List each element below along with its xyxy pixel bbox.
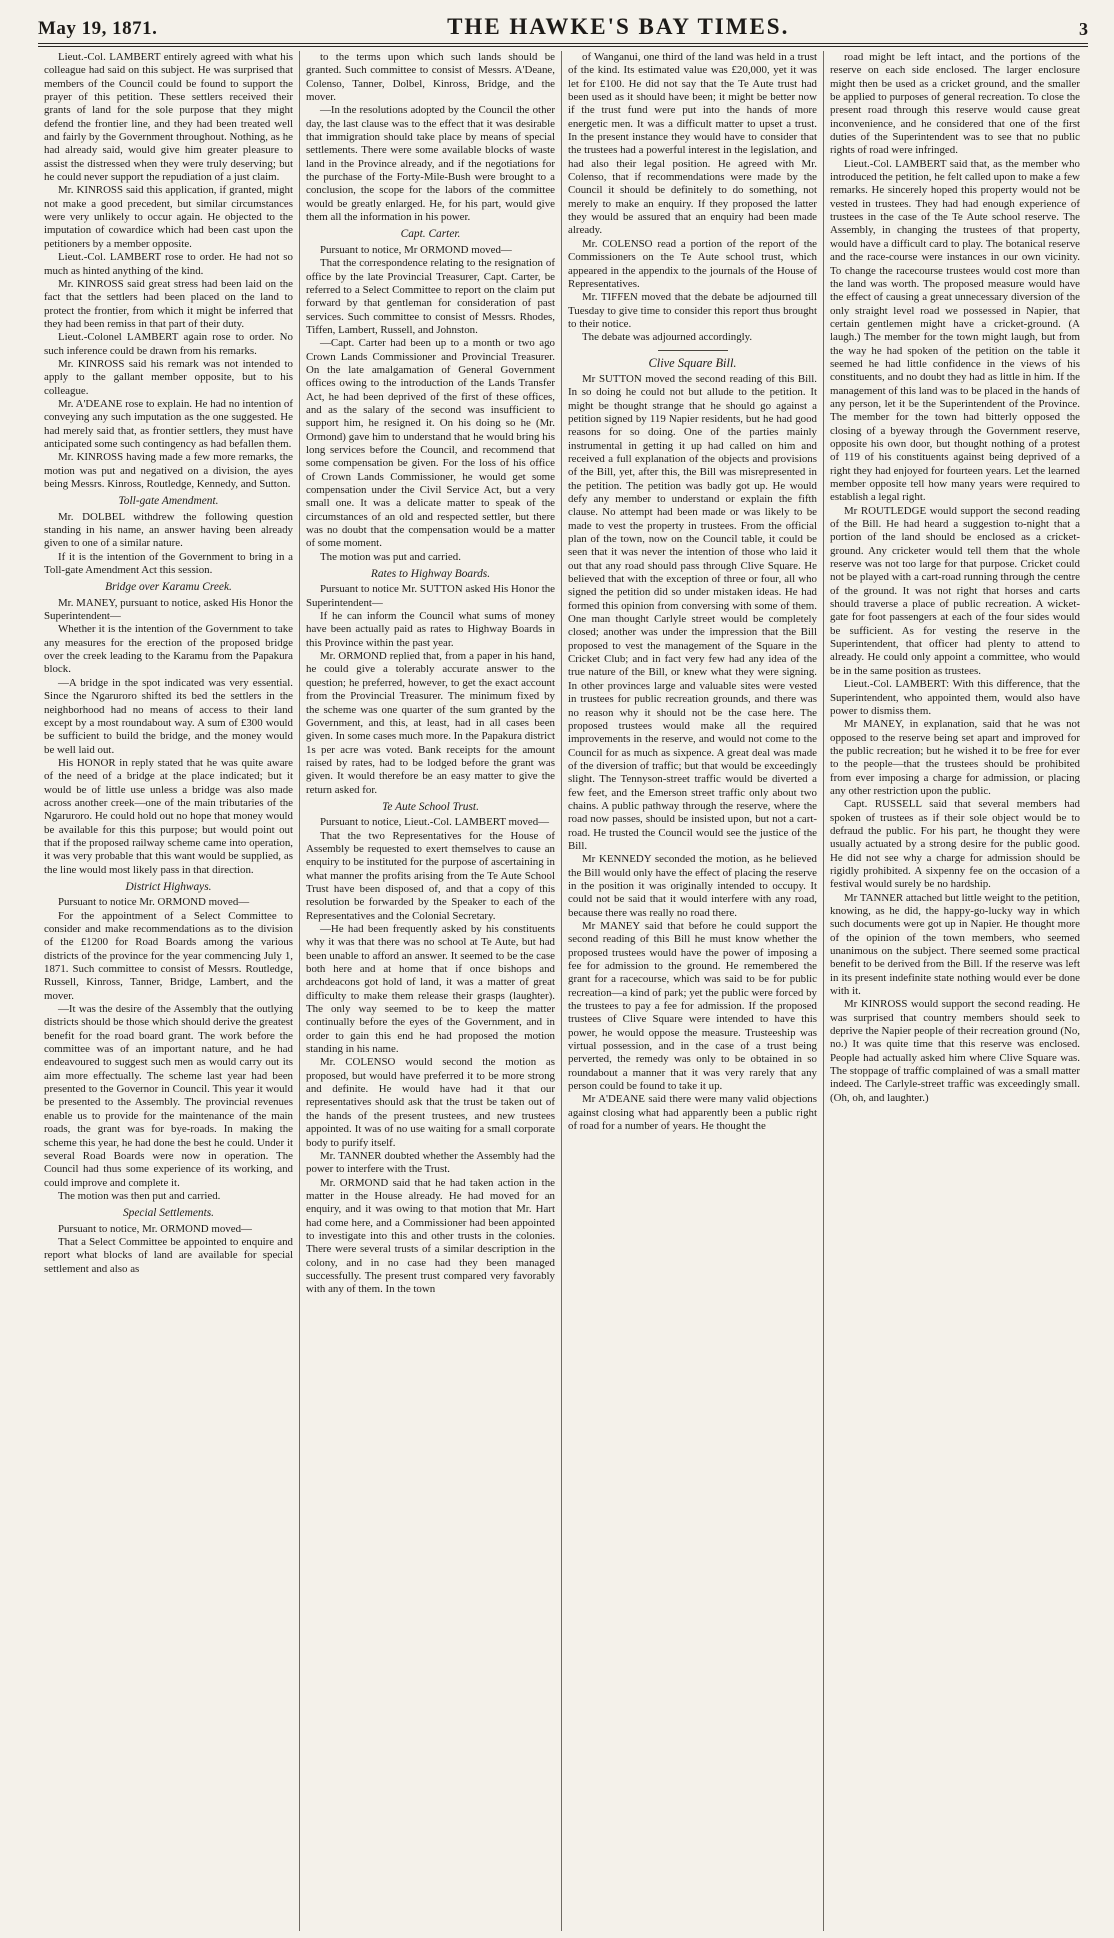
- article-paragraph: For the appointment of a Select Committee to consider and make recommendations as to the division of the £1200 for Road Boards among the various districts of the province for the year commencing July 1, 1871. Such committee to consist of Messrs. Routledge, Russell, Kinross, Tanner, Bridge, Lambert, and the mover.: [44, 909, 293, 1002]
- article-paragraph: —It was the desire of the Assembly that the outlying districts should be those which should derive the greatest benefit for the road board grant. The work before the committee was of an important nature, and he had endeavoured to suggest such men as would carry out its aim more effectually. The scheme last year had been presented to the Governor in Council. This year it would be presented to the Assembly. The provincial revenues enable us to provide for the maintenance of the main roads, the grant was for bye-roads. In making the scheme this year, he had done the best he could. Under it several Road Boards were now in operation. The Council had thus some experience of its working, and could improve and complete it.: [44, 1003, 293, 1189]
- article-paragraph: Mr. COLENSO would second the motion as proposed, but would have preferred it to be more strong and definite. He would have had it that our representatives should ask that the trust be taken out of the hands of the present trustees, and new trustees appointed. It was of no use waiting for a small corporate body to purify itself.: [306, 1056, 555, 1149]
- section-heading: Toll-gate Amendment.: [118, 495, 219, 508]
- article-paragraph: Mr. KINROSS said his remark was not intended to apply to the gallant member opposite, but to his colleague.: [44, 357, 293, 397]
- section-heading: Clive Square Bill.: [648, 355, 737, 370]
- article-paragraph: Pursuant to notice Mr. SUTTON asked His Honor the Superintendent—: [306, 583, 555, 609]
- article-paragraph: Mr MANEY said that before he could support the second reading of this Bill he must know whether the proposed trustees would have the power of imposing a fee for admission to the ground. He remembered the grant for a racecourse, which was said to be for public recreation—a kind of park; yet the public were forced by the trustees to pay a fee for admission. If the proposed trustees of Clive Square were intended to have this power, he would oppose the measure. Trusteeship was virtual possession, and in the case of a trust being perverted, the remedy was only to be obtained in so roundabout a manner that it was very rarely that any person could be found to take it up.: [568, 920, 817, 1093]
- article-paragraph: Mr KENNEDY seconded the motion, as he believed the Bill would only have the effect of placing the reserve in the position it was originally intended to occupy. It could not be said that it would interfere with any road, because there was really no road there.: [568, 853, 817, 919]
- column-4: [824, 51, 1086, 1931]
- section-heading: Te Aute School Trust.: [382, 800, 479, 813]
- section-heading: Rates to Highway Boards.: [370, 568, 491, 581]
- section-heading: Special Settlements.: [122, 1207, 215, 1220]
- article-paragraph: Whether it is the intention of the Government to take any measures for the erection of the proposed bridge over the creek leading to the Karamu from the Papakura block.: [44, 623, 293, 676]
- article-paragraph: That the correspondence relating to the resignation of office by the late Provincial Treasurer, Capt. Carter, be referred to a Select Committee to report on the claim put forward by that gentleman for consideration of past services. Such committee to consist of Messrs. Rhodes, Tiffen, Lambert, Russell, and Johnston.: [306, 257, 555, 336]
- masthead: [38, 10, 1088, 44]
- article-paragraph: Lieut.-Col. LAMBERT entirely agreed with what his colleague had said on this subject. He was surprised that members of the Council could be found to support the prayer of this petition. These settlers received their grants of land for the sole purpose that they might defend the frontier line, and they had been treated well and fairly by the Government throughout. Nothing, as he had already said, would give him greater pleasure to assist the distressed when they were truly deserving; but he could never support the repudiation of a just claim.: [44, 51, 293, 184]
- article-paragraph: The motion was put and carried.: [320, 550, 461, 563]
- article-paragraph: Mr. ORMOND replied that, from a paper in his hand, he could give a tolerably accurate answer to the question; he preferred, however, to get the exact account from the Provincial Treasurer. The minimum fixed by the scheme was one quarter of the sum granted by the Government, and this, at least, had in all cases been given. In some cases much more. In the Papakura district 1s per acre was voted. Bank receipts for the amount raised by rates, had to be lodged before the grant was given. It would therefore be an easy matter to give the return asked for.: [306, 650, 555, 796]
- article-paragraph: to the terms upon which such lands should be granted. Such committee to consist of Messrs. A'Deane, Colenso, Tanner, Dolbel, Kinross, Bridge, and the mover.: [306, 51, 555, 104]
- article-paragraph: —Capt. Carter had been up to a month or two ago Crown Lands Commissioner and Provincial Treasurer. On the late amalgamation of General Government offices owing to the introduction of the Lands Transfer Act, he had been deprived of the first of these offices, and as the salary of the second was insufficient to support him, he resigned it. On his doing so he (Mr. Ormond) gave him to understand that he would bring his long services before the Council, and recommend that some compensation be given. For the loss of his office of Crown Lands Commissioner, he would get some compensation under the Civil Service Act, but a very small one. It was a delicate matter to speak of the circumstances of an old and respected settler, but there was no doubt that the compensation would be a matter of some moment.: [306, 337, 555, 550]
- article-paragraph: —In the resolutions adopted by the Council the other day, the last clause was to the effect that it was desirable that immigration should take place by means of special settlements. There were some available blocks of waste land in the Province already, and if the negotiations for the purchase of the Forty-Mile-Bush were brought to a conclusion, the scope for the labors of the committee would be greatly enlarged. He, for his part, would give them all the information in his power.: [306, 104, 555, 224]
- column-3: [562, 51, 824, 1931]
- article-paragraph: Lieut.-Col. LAMBERT: With this difference, that the Superintendent, who appointed them, would also have power to dismiss them.: [830, 678, 1080, 717]
- page-number: 3: [1079, 19, 1088, 39]
- section-heading: Bridge over Karamu Creek.: [105, 581, 232, 594]
- article-paragraph: Mr. TIFFEN moved that the debate be adjourned till Tuesday to give time to consider this report thus brought to their notice.: [568, 291, 817, 330]
- newspaper-title: THE HAWKE'S BAY TIMES.: [447, 14, 790, 39]
- article-paragraph: Mr MANEY, in explanation, said that he was not opposed to the reserve being set apart and improved for the public recreation; but he wished it to be free for ever to the people—that the trustees should be prohibited from ever imposing a charge for admission, or placing any other restriction upon the public.: [830, 718, 1080, 797]
- article-paragraph: Mr. DOLBEL withdrew the following question standing in his name, an answer having been already given to one of a similar nature.: [44, 510, 293, 550]
- article-paragraph: of Wanganui, one third of the land was held in a trust of the kind. Its estimated value was £20,000, yet it was let for £100. He did not say that the Te Aute trust had been used as it should have been; it might be better now if the trust fund were put into the hands of more energetic men. It was a difficult matter to upset a trust. In the present instance they would have to consider that the trustees had a powerful interest in the legislation, and had also their legal position. He agreed with Mr. Colenso, that if recommendations were made by the Council it should be definitely to do something, not merely to make an enquiry. If they proposed the latter they would be assured that an enquiry had been made already.: [568, 51, 817, 237]
- article-paragraph: If he can inform the Council what sums of money have been actually paid as rates to Highway Boards in this Province within the past year.: [306, 610, 555, 649]
- article-paragraph: road might be left intact, and the portions of the reserve on each side enclosed. The larger enclosure might then be used as a cricket ground, and the smaller be applied to purposes of general recreation. To close the present road through this reserve would cause great inconvenience, and he considered that one of the first duties of the Superintendent was to see that no public rights of road were infringed.: [830, 51, 1080, 157]
- article-paragraph: —He had been frequently asked by his constituents why it was that there was no school at Te Aute, but had been unable to afford an answer. It seemed to be the case both here and at home that if once bishops and archdeacons got hold of land, it was a matter of great difficulty to make them release their grasps (laughter). The only way seemed to be to keep the matter continually before the eyes of the Government, and in order to gain this end he had proposed the motion standing in his name.: [306, 923, 555, 1056]
- column-2: [300, 51, 562, 1931]
- article-paragraph: Mr. A'DEANE rose to explain. He had no intention of conveying any such imputation as the one suggested. He had merely said that, as frontier settlers, they must have anticipated some such contingency as had befallen them.: [44, 397, 293, 450]
- article-paragraph: Pursuant to notice, Lieut.-Col. LAMBERT moved—: [320, 816, 550, 829]
- article-paragraph: His HONOR in reply stated that he was quite aware of the need of a bridge at the place indicated; but it would be of little use unless a bridge was also made across another creek—one of the main tributaries of the Ngaruroro. He could hold out no hope that money would be available for this this purpose; but would point out that if the proposed railway scheme came into operation, it was very probable that this want would be supplied, as the line would most likely pass in that direction.: [44, 756, 293, 876]
- masthead-rule: [38, 46, 1088, 47]
- section-heading: District Highways.: [125, 880, 212, 893]
- article-paragraph: Mr. KINROSS said great stress had been laid on the fact that the settlers had been placed on the land to protect the frontier, from which it might be inferred that they had been remiss in that part of their duty.: [44, 277, 293, 330]
- article-paragraph: Pursuant to notice Mr. ORMOND moved—: [58, 896, 250, 909]
- column-1: [38, 51, 300, 1931]
- article-paragraph: Mr. MANEY, pursuant to notice, asked His Honor the Superintendent—: [44, 596, 293, 623]
- article-paragraph: Lieut.-Colonel LAMBERT again rose to order. No such inference could be drawn from his remarks.: [44, 331, 293, 357]
- columns: [38, 51, 1088, 1931]
- article-paragraph: Mr. KINROSS said this application, if granted, might not make a good precedent, but similar circumstances were very unlikely to occur again. He objected to the imputation of cowardice which had been cast upon the petitioners by a member opposite.: [44, 184, 293, 250]
- section-divider: [658, 350, 728, 351]
- article-paragraph: Mr SUTTON moved the second reading of this Bill. In so doing he could not but allude to the petition. It might be thought strange that he should go against a petition signed by 119 Napier residents, but he had good reasons for so doing. One of the parties mainly instrumental in getting it up had called on him and received a full explanation of the objects and provisions of the Bill, yet, after this, the Bill was misrepresented in the petition. The petition was badly got up. He would defy any member to understand or explain the fifth clause. No attempt had been made or was likely to be made to vest the property in trustees. From the official plan of the town, now on the Council table, it could be seen that it was never the intention of those who laid it out that any road should pass through Clive Square. He believed that with the exception of three or four, all who signed the petition did so under mistaken ideas. He had formed this opinion from conversing with some of them. One man thought Carlyle street would be completely closed; another was under the impression that the Bill proposed to vest the management of the Square in the Cricket Club; and in fact very few had any idea of the true nature of the Bill, or knew what they were signing. In other provinces large and valuable sites were vested in trustees for public recreation grounds, and there was no reason why it should not be the case here. The proposed trustees would make all the required improvements in the reserve, and would not come to the Council for as much as sixpence. A great deal was made of the diversion of traffic; but that would be exceedingly slight. The Tennyson-street traffic would be diverted a few feet, and the Emerson street traffic only about two chains. A public pathway through the reserve, where the road now passes, should be insisted upon, but not a cart-road. He trusted the Council would see the justice of the Bill.: [568, 372, 817, 852]
- article-paragraph: Lieut.-Col. LAMBERT rose to order. He had not so much as hinted anything of the kind.: [44, 251, 293, 277]
- article-paragraph: Mr. TANNER doubted whether the Assembly had the power to interfere with the Trust.: [306, 1149, 555, 1176]
- article-paragraph: If it is the intention of the Government to bring in a Toll-gate Amendment Act this session.: [44, 550, 293, 577]
- article-paragraph: The debate was adjourned accordingly.: [582, 331, 753, 344]
- article-paragraph: Pursuant to notice, Mr ORMOND moved—: [320, 243, 512, 256]
- article-paragraph: Lieut.-Col. LAMBERT said that, as the member who introduced the petition, he felt called upon to make a few remarks. He sincerely hoped this property would not be vested in trustees. They had had enough experience of trustees in the case of the Te Aute school reserve. The Assembly, in changing the trustees of that property, would have a difficult card to play. The botanical reserve and the race-course were instances in our own vicinity. To change the racecourse trustees would cost more than the land was worth. The proposed measure would have the effect of causing a great unnecessary diversion of the only straight level road we possessed in Napier, that certain gentlemen might have a cricket-ground. (A laugh.) The member for the town might laugh, but from the way he had spoken of the petition on the table it seemed he had little confidence in the views of his constituents, and no doubt they had as little in him. If the management of this land was to be placed in the hands of any person, let it be the Superintendent of the Province. The member for the town had bitterly opposed the closing of a byeway through the Government reserve, opposite his own door, but thought nothing of a protest of 119 of his constituents against being deprived of a right they had enjoyed for fourteen years. Let the learned member opposite tell how many years were required to establish a legal right.: [830, 157, 1080, 504]
- article-paragraph: That a Select Committee be appointed to enquire and report what blocks of land are available for special settlement and also as: [44, 1235, 293, 1275]
- article-paragraph: Capt. RUSSELL said that several members had spoken of trustees as if their sole object would be to defraud the public. For his part, he thought they were usually actuated by a strong desire for the public good. He did not see why a charge for admission should be rigidly prohibited. A sixpenny fee on the occasion of a festival would surely be no hardship.: [830, 798, 1080, 891]
- article-paragraph: Mr. ORMOND said that he had taken action in the matter in the House already. He had moved for an enquiry, and it was owing to that motion that Mr. Hart had come here, and a Commissioner had been appointed to investigate into this and other trusts in the colonies. There were several trusts of a similar description in the colony, and in no case had they been managed successfully. The present trust compared very favorably with any of them. In the town: [306, 1176, 555, 1296]
- article-paragraph: Mr A'DEANE said there were many valid objections against closing what had apparently been a public right of road for a number of years. He thought the: [568, 1093, 817, 1133]
- article-paragraph: Mr. KINROSS having made a few more remarks, the motion was put and negatived on a division, the ayes being Messrs. Kinross, Routledge, Kennedy, and Sutton.: [44, 451, 293, 490]
- article-paragraph: Mr TANNER attached but little weight to the petition, knowing, as he did, the happy-go-lucky way in which such documents were got up in Napier. He thought more of the opinion of the town members, who seemed unanimous on the subject. There seemed some practical benefit to be derived from the Bill. If the reserve was left in its present indefinite state nothing would ever be done with it.: [830, 891, 1080, 998]
- article-paragraph: Pursuant to notice, Mr. ORMOND moved—: [58, 1222, 252, 1235]
- section-heading: Capt. Carter.: [400, 228, 461, 241]
- article-paragraph: Mr. COLENSO read a portion of the report of the Commissioners on the Te Aute school trust, which appeared in the appendix to the journals of the House of Representatives.: [568, 237, 817, 290]
- article-paragraph: That the two Representatives for the House of Assembly be requested to exert themselves to cause an enquiry to be instituted for the purpose of ascertaining in what manner the profits arising from the Te Aute School Trust have been disposed of, and that a copy of this resolution be forwarded by the Speaker to each of the Representatives and the Colonial Secretary.: [306, 829, 555, 922]
- issue-date: May 19, 1871.: [38, 18, 158, 39]
- article-paragraph: Mr ROUTLEDGE would support the second reading of the Bill. He had heard a suggestion to-night that a portion of the land should be enclosed as a cricket-ground. Any cricketer would tell them that the whole reserve was not too large for that purpose. Cricket could not be played with a cart-road running through the centre of the ground. It was not right that horses and carts should traverse a place of public recreation. A wicket-gate for foot passengers at each of the four sides would be sufficient. As for vesting the reserve in the Superintendent, that officer had plenty to attend to already. He could only appoint a committee, who would be in the same position as trustees.: [830, 504, 1080, 677]
- article-paragraph: —A bridge in the spot indicated was very essential. Since the Ngaruroro shifted its bed the settlers in the neighborhood had no means of access to their land except by a most roundabout way. A sum of £300 would be sufficient to build the bridge, and the money would be well laid out.: [44, 676, 293, 756]
- article-paragraph: Mr KINROSS would support the second reading. He was surprised that country members should seek to deprive the Napier people of their recreation ground (No, no.) It was quite time that this reserve was enclosed. People had actually asked him where Clive Square was. The stoppage of traffic complained of was a small matter indeed. The Carlyle-street traffic was exceedingly small. (Oh, oh, and laughter.): [830, 998, 1080, 1104]
- article-paragraph: The motion was then put and carried.: [58, 1189, 221, 1202]
